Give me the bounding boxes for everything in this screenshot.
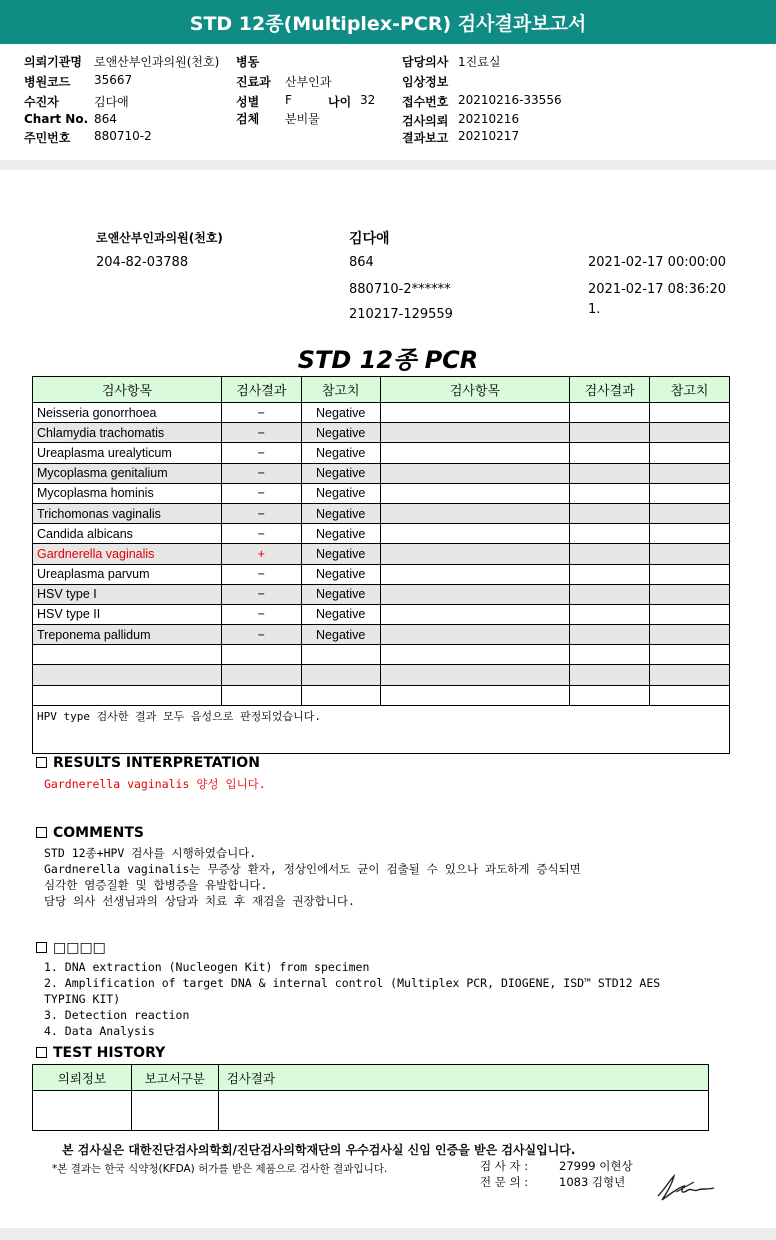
comments-title: COMMENTS: [53, 825, 144, 841]
checkbox-square-icon: [36, 757, 47, 768]
doctor-label: 담당의사: [402, 55, 449, 69]
history-heading: [36, 1045, 165, 1061]
request-value: 20210216: [458, 112, 520, 126]
receipt-label: 접수번호: [402, 95, 449, 109]
table-row: [33, 443, 730, 463]
table-row: [33, 403, 730, 423]
header-ref-2: 참고치: [650, 377, 730, 403]
comment-line: Gardnerella vaginalis는 무증상 환자, 정상인에서도 균이 검출될 수 있으나 과도하게 증식되면: [44, 862, 581, 876]
test-item: HSV type I: [33, 584, 222, 604]
institution-label: 의뢰기관명: [24, 55, 82, 69]
test-ref: Negative: [301, 604, 380, 624]
dept-value: 산부인과: [285, 75, 332, 89]
info-institution: 로앤산부인과의원(천호): [96, 231, 223, 245]
checkbox-square-icon: [36, 827, 47, 838]
signature-icon: [654, 1170, 722, 1204]
comment-line: 담당 의사 선생님과의 상담과 치료 후 재검을 권장합니다.: [44, 894, 355, 908]
interpretation-title: RESULTS INTERPRETATION: [53, 755, 260, 771]
info-patient: 김다애: [349, 231, 390, 247]
info-biz-no: 204-82-03788: [96, 255, 189, 270]
results-table: [32, 376, 730, 754]
chart-label: Chart No.: [24, 112, 89, 126]
history-header-row: [33, 1065, 709, 1091]
method-line: 1. DNA extraction (Nucleogen Kit) from specimen: [44, 960, 370, 974]
id-label: 주민번호: [24, 131, 71, 145]
test-item: Ureaplasma urealyticum: [33, 443, 222, 463]
method-line: 3. Detection reaction: [44, 1008, 190, 1022]
test-result: −: [221, 604, 301, 624]
comments-heading: [36, 825, 144, 841]
test-ref: Negative: [301, 483, 380, 503]
method-title: □□□□: [53, 940, 106, 956]
header-item-2: 검사항목: [380, 377, 570, 403]
table-row: [33, 483, 730, 503]
test-ref: Negative: [301, 544, 380, 564]
dept-label: 진료과: [236, 75, 271, 89]
test-result: −: [221, 524, 301, 544]
specialist-value: 1083 김형년: [559, 1175, 626, 1189]
checkbox-square-icon: [36, 942, 47, 953]
id-value: 880710-2: [94, 129, 152, 143]
test-result: −: [221, 625, 301, 645]
test-item: Treponema pallidum: [33, 625, 222, 645]
method-line: 2. Amplification of target DNA & internal control (Multiplex PCR, DIOGENE, ISD™ STD12 AES: [44, 976, 661, 990]
sex-value: F: [285, 93, 292, 107]
table-row: [33, 604, 730, 624]
table-note-row: [33, 705, 730, 753]
sex-label: 성별: [236, 95, 260, 109]
test-item: Trichomonas vaginalis: [33, 503, 222, 523]
test-ref: Negative: [301, 524, 380, 544]
checkbox-square-icon: [36, 1047, 47, 1058]
comment-line: 심각한 염증질환 및 합병증을 유발합니다.: [44, 878, 268, 892]
header-result-1: 검사결과: [221, 377, 301, 403]
history-table: [32, 1064, 709, 1131]
test-result: −: [221, 423, 301, 443]
test-ref: Negative: [301, 443, 380, 463]
report-date-label: 결과보고: [402, 131, 449, 145]
test-result: −: [221, 564, 301, 584]
info-receipt: 210217-129559: [349, 307, 453, 322]
specimen-value: 분비물: [285, 112, 320, 126]
hospital-code-label: 병원코드: [24, 75, 71, 89]
age-label: 나이: [328, 95, 352, 109]
table-row: [33, 625, 730, 645]
ward-label: 병동: [236, 55, 260, 69]
chart-value: 864: [94, 112, 117, 126]
test-ref: Negative: [301, 403, 380, 423]
history-header-type: 보고서구분: [131, 1065, 218, 1091]
history-header-request: 의뢰정보: [33, 1065, 132, 1091]
test-ref: Negative: [301, 503, 380, 523]
table-row: [33, 503, 730, 523]
table-row-empty: [33, 645, 730, 665]
info-chart: 864: [349, 255, 374, 270]
test-item: Mycoplasma genitalium: [33, 463, 222, 483]
receipt-value: 20210216-33556: [458, 93, 562, 107]
report-title: STD 12종(Multiplex-PCR) 검사결과보고서: [0, 0, 776, 44]
test-ref: Negative: [301, 463, 380, 483]
table-row-empty: [33, 665, 730, 685]
kfda-text: *본 결과는 한국 식약청(KFDA) 허가를 받은 제품으로 검사한 결과입니다.: [52, 1163, 388, 1175]
test-item: Gardnerella vaginalis: [33, 544, 222, 564]
doctor-value: 1진료실: [458, 55, 501, 69]
test-item: Chlamydia trachomatis: [33, 423, 222, 443]
tester-value: 27999 이현상: [559, 1159, 633, 1173]
table-row: [33, 524, 730, 544]
table-row: [33, 564, 730, 584]
method-line: TYPING KIT): [44, 992, 121, 1006]
institution-value: 로앤산부인과의원(천호): [94, 55, 220, 69]
meta-separator: [0, 160, 776, 170]
table-row-empty: [33, 685, 730, 705]
clinical-label: 임상정보: [402, 75, 449, 89]
test-result: −: [221, 584, 301, 604]
info-id-masked: 880710-2******: [349, 282, 451, 297]
info-date1: 2021-02-17 00:00:00: [588, 255, 727, 270]
age-value: 32: [360, 93, 376, 107]
test-item: Ureaplasma parvum: [33, 564, 222, 584]
info-date2: 2021-02-17 08:36:20: [588, 282, 727, 297]
comment-line: STD 12종+HPV 검사를 시행하였습니다.: [44, 846, 257, 860]
table-row: [33, 423, 730, 443]
hospital-code-value: 35667: [94, 73, 133, 87]
test-result: −: [221, 443, 301, 463]
specialist-label: 전 문 의 :: [480, 1175, 529, 1189]
test-result: −: [221, 483, 301, 503]
test-result: −: [221, 503, 301, 523]
specimen-label: 검체: [236, 112, 260, 126]
method-heading: [36, 940, 106, 956]
report-date-value: 20210217: [458, 129, 520, 143]
history-title: TEST HISTORY: [53, 1045, 166, 1061]
test-item: HSV type II: [33, 604, 222, 624]
table-row: [33, 463, 730, 483]
test-result: −: [221, 463, 301, 483]
test-ref: Negative: [301, 625, 380, 645]
request-label: 검사의뢰: [402, 114, 449, 128]
table-row-empty: [33, 1091, 709, 1131]
table-note: HPV type 검사한 결과 모두 음성으로 판정되었습니다.: [33, 705, 730, 753]
info-date2-cont: 1.: [588, 302, 601, 317]
header-item-1: 검사항목: [33, 377, 222, 403]
table-row: [33, 584, 730, 604]
test-ref: Negative: [301, 584, 380, 604]
test-item: Candida albicans: [33, 524, 222, 544]
interpretation-text: Gardnerella vaginalis 양성 입니다.: [44, 777, 266, 791]
patient-meta: [0, 44, 776, 160]
results-header-row: [33, 377, 730, 403]
test-ref: Negative: [301, 423, 380, 443]
patient-value: 김다애: [94, 95, 129, 109]
method-line: 4. Data Analysis: [44, 1024, 155, 1038]
pcr-title: STD 12종 PCR: [297, 346, 479, 374]
certification-text: 본 검사실은 대한진단검사의학회/진단검사의학재단의 우수검사실 신임 인증을 받은 검사실입니다.: [62, 1143, 576, 1157]
patient-label: 수진자: [24, 95, 59, 109]
table-row-positive: [33, 544, 730, 564]
tester-label: 검 사 자 :: [480, 1159, 529, 1173]
test-item: Mycoplasma hominis: [33, 483, 222, 503]
test-item: Neisseria gonorrhoea: [33, 403, 222, 423]
test-result: +: [221, 544, 301, 564]
header-ref-1: 참고치: [301, 377, 380, 403]
test-result: −: [221, 403, 301, 423]
interpretation-heading: [36, 755, 260, 771]
header-result-2: 검사결과: [570, 377, 650, 403]
bottom-separator: [0, 1228, 776, 1240]
test-ref: Negative: [301, 564, 380, 584]
history-header-result: 검사결과: [218, 1065, 708, 1091]
